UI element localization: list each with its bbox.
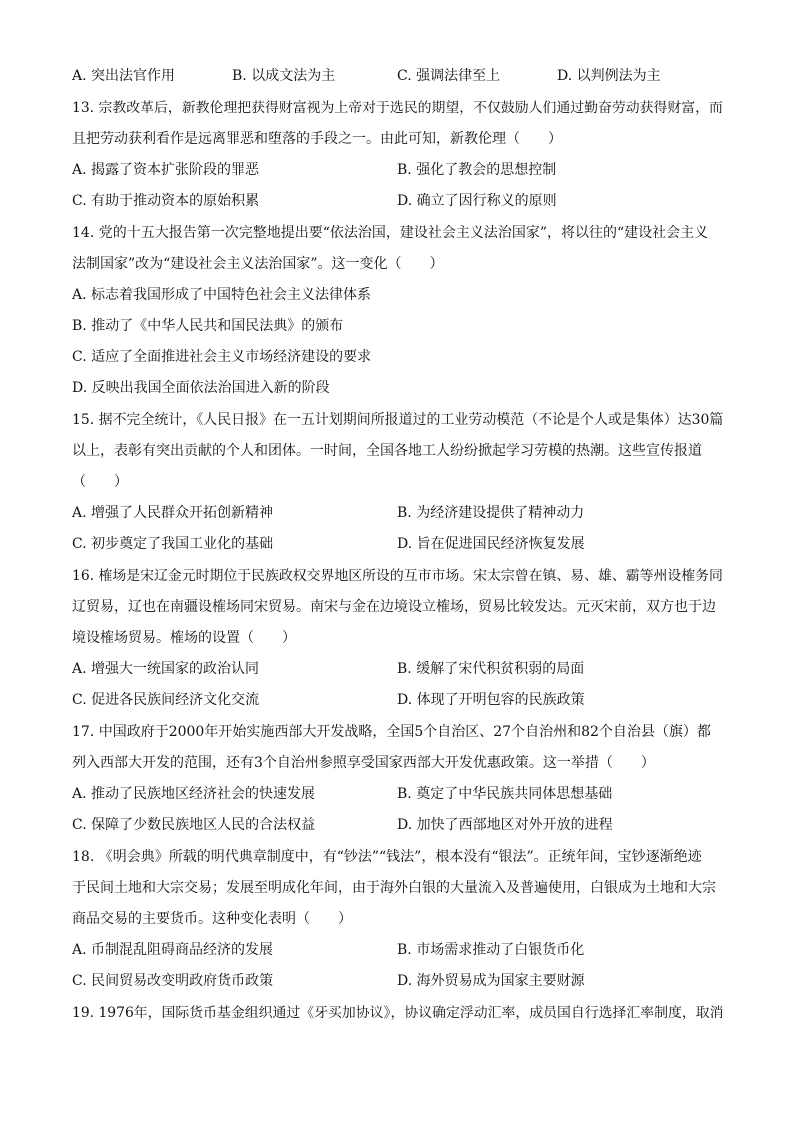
q12-option-c: C. 强调法律至上 (397, 68, 501, 84)
q15-option-c: C. 初步奠定了我国工业化的基础 (72, 536, 274, 552)
q16-stem-line-1: 16. 榷场是宋辽金元时期位于民族政权交界地区所设的互市市场。宋太宗曾在镇、易、雄、霸等州设榷务同 (72, 568, 723, 584)
q12-option-d: D. 以判例法为主 (557, 68, 661, 84)
q16-option-d: D. 体现了开明包容的民族政策 (397, 692, 585, 708)
q13-stem-line-2: 且把劳动获利看作是远离罪恶和堕落的手段之一。由此可知，新教伦理（ ） (72, 131, 562, 147)
q15-stem-line-1: 15. 据不完全统计，《人民日报》在一五计划期间所报道过的工业劳动模范（不论是个人或是集体）达30篇 (72, 412, 724, 428)
q16-stem-line-3: 境设榷场贸易。榷场的设置（ ） (72, 630, 296, 646)
q13-option-b: B. 强化了教会的思想控制 (397, 162, 557, 178)
q17-option-d: D. 加快了西部地区对外开放的进程 (397, 817, 613, 833)
q18-stem-line-3: 商品交易的主要货币。这种变化表明（ ） (72, 911, 352, 927)
q18-option-b: B. 市场需求推动了白银货币化 (397, 942, 585, 958)
q17-option-a: A. 推动了民族地区经济社会的快速发展 (72, 786, 316, 802)
q18-option-c: C. 民间贸易改变明政府货币政策 (72, 973, 274, 989)
q16-option-a: A. 增强大一统国家的政治认同 (72, 661, 260, 677)
q15-option-d: D. 旨在促进国民经济恢复发展 (397, 536, 585, 552)
q13-stem-line-1: 13. 宗教改革后，新教伦理把获得财富视为上帝对于选民的期望，不仅鼓励人们通过勤奋劳动获得财富，而 (72, 100, 723, 116)
q14-option-c: C. 适应了全面推进社会主义市场经济建设的要求 (72, 349, 372, 365)
q17-stem-line-2: 列入西部大开发的范围，还有3个自治州参照享受国家西部大开发优惠政策。这一举措（ ） (72, 755, 655, 771)
q16-option-c: C. 促进各民族间经济文化交流 (72, 692, 260, 708)
q13-option-c: C. 有助于推动资本的原始积累 (72, 193, 260, 209)
q13-option-d: D. 确立了因行称义的原则 (397, 193, 557, 209)
q12-option-b: B. 以成文法为主 (232, 68, 336, 84)
q18-option-d: D. 海外贸易成为国家主要财源 (397, 973, 585, 989)
q16-option-b: B. 缓解了宋代积贫积弱的局面 (397, 661, 585, 677)
q14-option-d: D. 反映出我国全面依法治国进入新的阶段 (72, 380, 330, 396)
q18-stem-line-1: 18. 《明会典》所载的明代典章制度中，有“钞法”“钱法”，根本没有“银法”。正统年间，宝钞逐渐绝迹 (72, 849, 702, 865)
q17-option-c: C. 保障了少数民族地区人民的合法权益 (72, 817, 316, 833)
q14-stem-line-1: 14. 党的十五大报告第一次完整地提出要“依法治国，建设社会主义法治国家”，将以往的“建设社会主义 (72, 225, 709, 241)
q15-option-a: A. 增强了人民群众开拓创新精神 (72, 505, 274, 521)
q17-stem-line-1: 17. 中国政府于2000年开始实施西部大开发战略，全国5个自治区、27个自治州和82个自治县（旗）都 (72, 724, 711, 740)
q18-stem-line-2: 于民间土地和大宗交易；发展至明成化年间，由于海外白银的大量流入及普遍使用，白银成为土地和大宗 (72, 880, 716, 896)
q18-option-a: A. 币制混乱阻碍商品经济的发展 (72, 942, 274, 958)
q15-stem-line-3: （ ） (72, 474, 128, 490)
q15-option-b: B. 为经济建设提供了精神动力 (397, 505, 585, 521)
q12-option-a: A. 突出法官作用 (72, 68, 176, 84)
q14-option-b: B. 推动了《中华人民共和国民法典》的颁布 (72, 318, 344, 334)
q14-option-a: A. 标志着我国形成了中国特色社会主义法律体系 (72, 287, 372, 303)
q19-stem-line-1: 19. 1976年，国际货币基金组织通过《牙买加协议》，协议确定浮动汇率，成员国自行选择汇率制度，取消 (72, 1005, 724, 1021)
q15-stem-line-2: 以上，表彰有突出贡献的个人和团体。一时间，全国各地工人纷纷掀起学习劳模的热潮。这些宣传报道 (72, 443, 702, 459)
q17-option-b: B. 奠定了中华民族共同体思想基础 (397, 786, 613, 802)
q14-stem-line-2: 法制国家”改为“建设社会主义法治国家”。这一变化（ ） (72, 256, 444, 272)
q16-stem-line-2: 辽贸易，辽也在南疆设榷场同宋贸易。南宋与金在边境设立榷场，贸易比较发达。元灭宋前，双方也于边 (72, 599, 716, 615)
q13-option-a: A. 揭露了资本扩张阶段的罪恶 (72, 162, 260, 178)
